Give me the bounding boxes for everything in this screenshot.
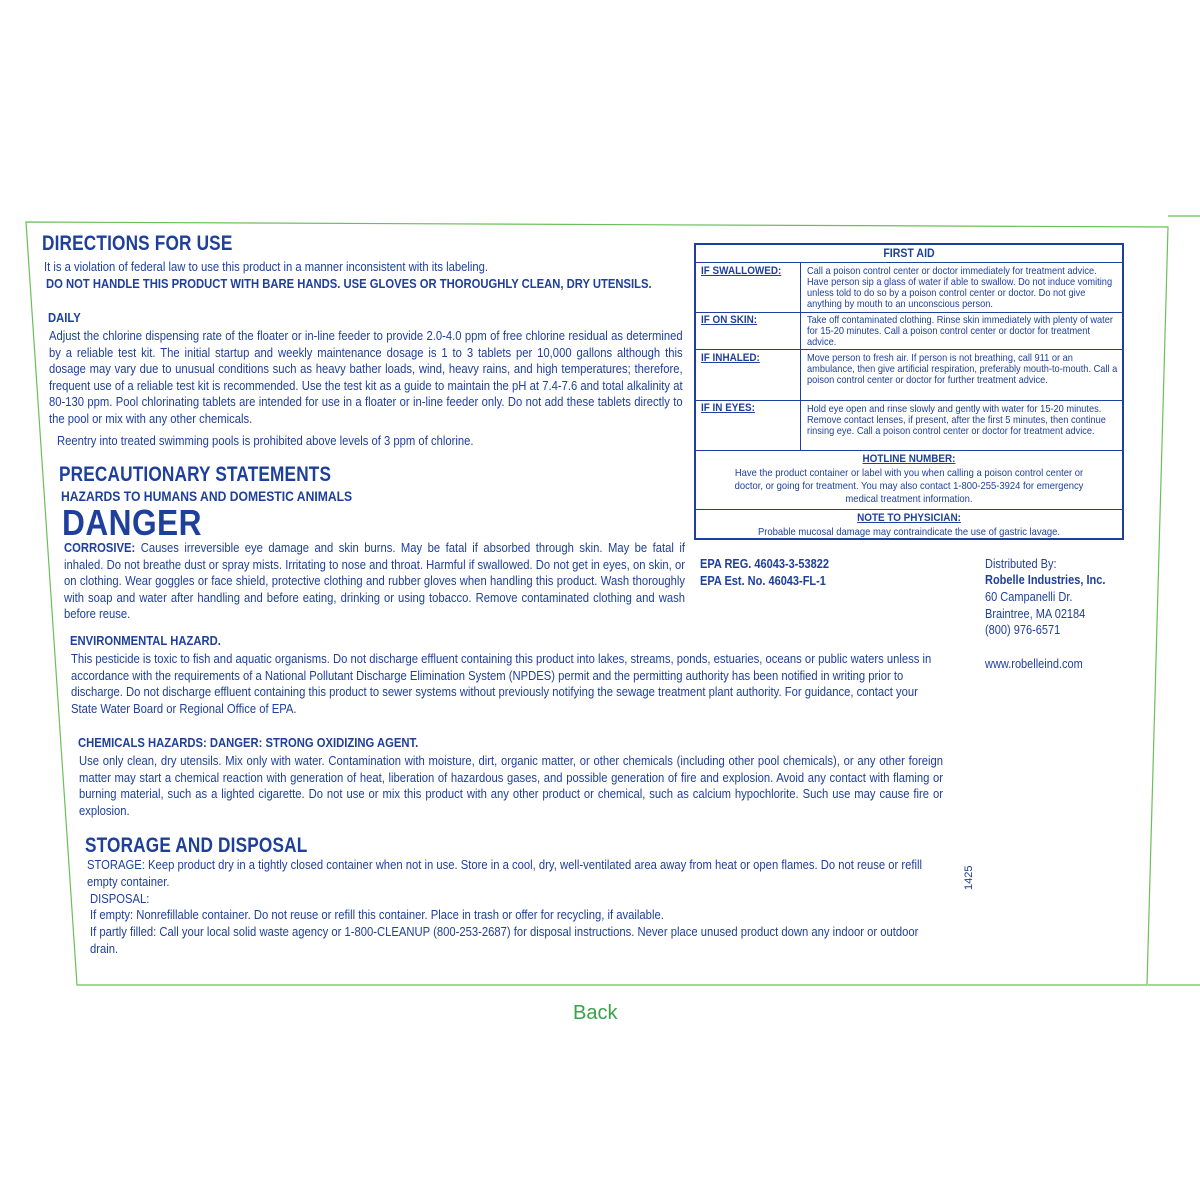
storage-text: STORAGE: Keep product dry in a tightly closed container when not in use. Store in a cool, dry, well-ventilated area away from heat or open flames. Do not reuse or refill empty container. xyxy=(87,858,923,889)
corrosive-label: CORROSIVE: xyxy=(64,541,136,555)
chemical-text: Use only clean, dry utensils. Mix only with water. Contamination with moisture, dirt, organic matter, or other chemicals (including other pool chemicals), or any other foreign matter may start a chemical reaction with generation of heat, liberation of hazardous gases, and possible generation of fire and explosion. Avoid any contact with flaming or burning material, such as a lighted cigarette. Do not use or mix this product with any other product or chemical, such as calcium hypochlorite. Such use may cause fire or explosion. xyxy=(79,754,943,818)
directions-title: DIRECTIONS FOR USE xyxy=(42,232,233,255)
first-aid-divider xyxy=(696,509,1122,510)
distributor-name: Robelle Industries, Inc. xyxy=(985,573,1106,587)
first-aid-box xyxy=(694,243,1124,540)
daily-text: Adjust the chlorine dispensing rate of the floater or in-line feeder to provide 2.0-4.0 ppm of free chlorine residual as determined by a reliable test kit. The initial startup and weekly maintenance dosage is 1 to 3 tablets per 10,000 gallons although this dosage may vary due to unusual conditions such as heavy bather loads, wind, heavy rains, and high temperatures; therefore, frequent use of a reliable test kit is recommended. Use the test kit as a guide to maintain the pH at 7.4-7.6 and total alkalinity at 80-130 ppm. Pool chlorinating tablets are intended for use in a floater or in-line feeder only. Do not add these tablets directly to the pool or mix with any other chemicals. xyxy=(49,329,683,426)
directions-intro: It is a violation of federal law to use this product in a manner inconsistent with its labeling. xyxy=(44,260,488,274)
distributor-label: Distributed By: xyxy=(985,557,1057,571)
physician-text: Probable mucosal damage may contraindicate the use of gastric lavage. xyxy=(757,526,1061,538)
environmental-heading: ENVIRONMENTAL HAZARD. xyxy=(70,634,221,648)
directions-warning: DO NOT HANDLE THIS PRODUCT WITH BARE HANDS. USE GLOVES OR THOROUGHLY CLEAN, DRY UTENSILS. xyxy=(46,277,652,291)
back-link[interactable]: Back xyxy=(573,1002,618,1024)
environmental-text: This pesticide is toxic to fish and aquatic organisms. Do not discharge effluent containing this product into lakes, streams, ponds, estuaries, oceans or public waters unless in accordance with the requirements of a National Pollutant Discharge Elimination System (NPDES) permit and the permitting authority has been notified in writing prior to discharge. Do not discharge effluent containing this product to sewer systems without previously notifying the sewage treatment plant authority. For guidance, contact your State Water Board or Regional Office of EPA. xyxy=(71,652,932,716)
distributor-address-line2: Braintree, MA 02184 xyxy=(985,607,1086,621)
storage-title: STORAGE AND DISPOSAL xyxy=(85,834,308,857)
first-aid-divider xyxy=(696,312,1122,313)
distributor-phone: (800) 976-6571 xyxy=(985,623,1061,637)
first-aid-column-divider xyxy=(800,263,801,450)
first-aid-text-skin: Take off contaminated clothing. Rinse skin immediately with plenty of water for 15-20 minutes. Call a poison control center or doctor for treatment advice. xyxy=(807,314,1113,348)
disposal-label: DISPOSAL: xyxy=(90,892,150,906)
hazards-subtitle: HAZARDS TO HUMANS AND DOMESTIC ANIMALS xyxy=(61,489,353,504)
label-code: 1425 xyxy=(963,865,975,890)
first-aid-divider xyxy=(696,400,1122,401)
first-aid-title: FIRST AID xyxy=(883,248,935,260)
corrosive-statement xyxy=(64,540,685,623)
first-aid-divider xyxy=(696,450,1122,451)
danger-signal-word: DANGER xyxy=(62,502,202,543)
physician-title: NOTE TO PHYSICIAN: xyxy=(857,512,961,524)
reentry-text: Reentry into treated swimming pools is prohibited above levels of 3 ppm of chlorine. xyxy=(57,434,474,448)
disposal-if-empty: If empty: Nonrefillable container. Do not reuse or refill this container. Place in trash or offer for recycling, if available. xyxy=(90,908,664,922)
first-aid-divider xyxy=(696,262,1122,263)
disposal-if-partly: If partly filled: Call your local solid waste agency or 1-800-CLEANUP (800-253-2687) for disposal instructions. Never place unused product down any indoor or outdoor drain. xyxy=(90,925,919,956)
precautionary-title: PRECAUTIONARY STATEMENTS xyxy=(59,463,332,486)
corrosive-text: Causes irreversible eye damage and skin burns. May be fatal if absorbed through skin. May be fatal if inhaled. Do not breathe dust or spray mists. Irritating to nose and throat. Harmful if swallowed. Do not get in eyes, on skin, or on clothing. Wear goggles or face shield, protective clothing and rubber gloves when handling this product. Wash thoroughly with soap and water after handling and before eating, drinking or using tobacco. Remove contaminated clothing and wash before reuse. xyxy=(64,541,685,621)
hotline-text: Have the product container or label with you when calling a poison control center or doctor, or going for treatment. You may also contact 1-800-255-3924 for emergency medical treatment information. xyxy=(734,467,1084,505)
first-aid-text-swallowed: Call a poison control center or doctor immediately for treatment advice. Have person sip a glass of water if able to swallow. Do not induce vomiting unless told to do so by a poison control center or doctor. Do not give anything by mouth to an unconscious person. xyxy=(807,265,1113,310)
first-aid-text-inhaled: Move person to fresh air. If person is not breathing, call 911 or an ambulance, then give artificial respiration, preferably mouth-to-mouth. Call a poison control center or doctor for further treatment advice. xyxy=(807,352,1118,386)
chemical-heading: CHEMICALS HAZARDS: DANGER: STRONG OXIDIZING AGENT. xyxy=(78,736,419,750)
epa-reg-number: EPA REG. 46043-3-53822 xyxy=(700,557,830,571)
first-aid-label-inhaled: IF INHALED: xyxy=(701,352,760,364)
first-aid-label-eyes: IF IN EYES: xyxy=(701,402,755,414)
distributor-website: www.robelleind.com xyxy=(985,657,1083,671)
first-aid-label-skin: IF ON SKIN: xyxy=(701,314,758,326)
distributor-address-line1: 60 Campanelli Dr. xyxy=(985,590,1073,604)
first-aid-label-swallowed: IF SWALLOWED: xyxy=(701,265,782,277)
daily-heading: DAILY xyxy=(48,311,81,325)
epa-est-number: EPA Est. No. 46043-FL-1 xyxy=(700,574,826,588)
first-aid-divider xyxy=(696,349,1122,350)
hotline-title: HOTLINE NUMBER: xyxy=(862,453,956,465)
first-aid-text-eyes: Hold eye open and rinse slowly and gently with water for 15-20 minutes. Remove contact lenses, if present, after the first 5 minutes, then continue rinsing eye. Call a poison control center or doctor for treatment advice. xyxy=(807,403,1106,437)
